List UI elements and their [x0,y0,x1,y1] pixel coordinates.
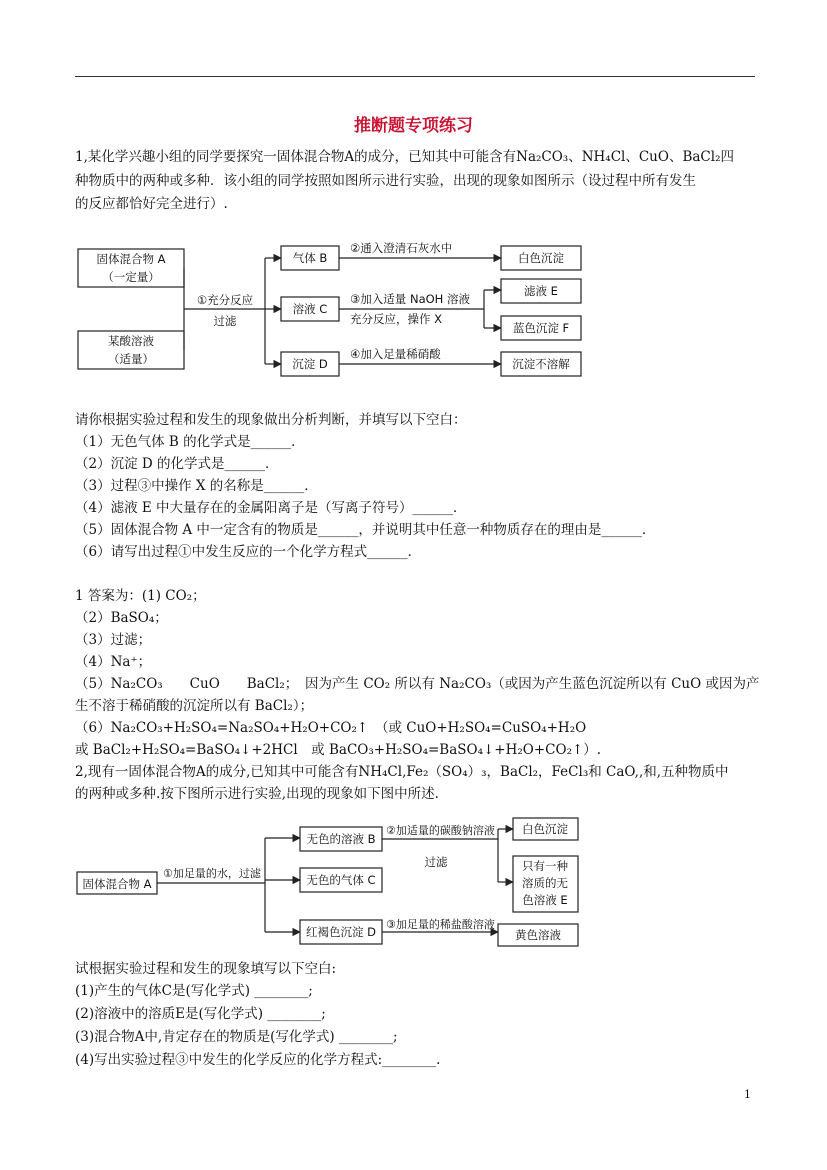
q1-item-3: （3）过程③中操作 X 的名称是______． [75,478,318,494]
q2-text-filter: 过滤 [424,855,448,869]
q2-text-only3: 色溶液 E [522,893,568,907]
q1-prompt: 请你根据实验过程和发生的现象做出分析判断，并填写以下空白： [75,412,467,428]
q1-text-mixture: 固体混合物 A [96,252,166,266]
q1-text-step4: ④加入足量稀硝酸 [350,347,441,361]
q2-text-step1: ①加足量的水，过滤 [163,867,261,880]
q1-stem-line2: 种物质中的两种或多种．该小组的同学按照如图所示进行实验，出现的现象如图所示（设过程中所有发生 [75,173,696,189]
q1-text-mixture-qty: （一定量） [102,270,160,284]
q1-answer-5: （5）Na₂CO₃ CuO BaCl₂； 因为产生 CO₂ 所以有 Na₂CO₃（或因为产生蓝色沉淀所以有 CuO 或因为产 [75,676,760,692]
q2-item-4: (4)写出实验过程③中发生的化学反应的化学方程式:________. [75,1052,441,1068]
q2-text-step2: ②加适量的碳酸钠溶液 [386,824,495,837]
q2-stem-line2: 的两种或多种.按下图所示进行实验,出现的现象如下图中所述. [75,786,439,802]
q2-text-only1: 只有一种 [522,859,568,873]
q1-answer-4: （4）Na⁺； [75,654,152,670]
q1-answer-5-cont: 生不溶于稀硝酸的沉淀所以有 BaCl₂）； [75,698,314,714]
q1-stem-line1: 1,某化学兴趣小组的同学要探究一固体混合物A的成分，已知其中可能含有Na₂CO₃、NH₄Cl、CuO、BaCl₂四 [75,149,734,165]
q1-text-step3a: ③加入适量 NaOH 溶液 [350,292,470,306]
q1-item-1: （1）无色气体 B 的化学式是______． [75,434,305,450]
q2-text-only2: 溶质的无 [522,876,568,890]
q2-text-solution-b: 无色的溶液 B [306,832,376,846]
q1-answer-3: （3）过滤； [75,632,152,648]
q1-item-2: （2）沉淀 D 的化学式是______． [75,456,279,472]
q2-text-solid: 固体混合物 A [82,877,152,891]
q1-answer-1: 1 答案为：(1) CO₂； [75,588,206,604]
q2-item-3: (3)混合物A中,肯定存在的物质是(写化学式) ________; [75,1029,398,1045]
q1-text-gas: 气体 B [292,251,328,265]
q1-item-4: （4）滤液 E 中大量存在的金属阳离子是（写离子符号）______． [75,500,467,516]
q2-text-yellow: 黄色溶液 [515,928,561,942]
q1-text-insoluble: 沉淀不溶解 [512,357,570,371]
q1-text-solution: 溶液 C [292,302,328,316]
q2-prompt: 试根据实验过程和发生的现象填写以下空白: [75,961,337,977]
q1-text-step2: ②通入澄清石灰水中 [350,241,453,255]
q1-answer-6-cont: 或 BaCl₂+H₂SO₄=BaSO₄↓+2HCl 或 BaCO₃+H₂SO₄=BaSO₄↓+H₂O+CO₂↑）. [75,742,602,758]
q1-text-step3b: 充分反应，操作 X [350,312,443,326]
q1-text-filtrate: 滤液 E [524,284,558,298]
q1-text-blue-precip: 蓝色沉淀 F [512,321,570,335]
q1-text-white-precip: 白色沉淀 [518,251,564,265]
page-title: 推断题专项练习 [354,116,473,136]
q2-text-white: 白色沉淀 [522,822,568,836]
q2-text-step3: ③加足量的稀盐酸溶液 [386,918,495,931]
page-number: 1 [744,1088,751,1101]
q1-text-precip: 沉淀 D [292,357,328,371]
q1-text-step1b: 过滤 [213,314,237,328]
q2-text-precip-d: 红褐色沉淀 D [305,925,377,939]
q1-text-acid: 某酸溶液 [108,334,154,348]
q1-item-5: （5）固体混合物 A 中一定含有的物质是______，并说明其中任意一种物质存在的理由是______． [75,522,656,538]
q2-item-2: (2)溶液中的溶质E是(写化学式) ________; [75,1006,326,1022]
q2-flow-diagram [0,800,827,960]
q1-answer-2: （2）BaSO₄； [75,610,168,626]
q2-stem-line1: 2,现有一固体混合物A的成分,已知其中可能含有NH₄Cl,Fe₂（SO₄）₃，BaCl₂，FeCl₃和 CaO,,和,五种物质中 [75,764,729,780]
q1-answer-6: （6）Na₂CO₃+H₂SO₄=Na₂SO₄+H₂O+CO₂↑ （或 CuO+H₂SO₄=CuSO₄+H₂O [75,720,587,736]
q1-text-step1a: ①充分反应 [196,293,254,307]
q1-text-acid-qty: （适量） [108,352,154,366]
q1-item-6: （6）请写出过程①中发生反应的一个化学方程式______． [75,544,422,560]
q1-flow-diagram [0,0,827,400]
q1-stem-line3: 的反应都恰好完全进行）. [75,196,228,212]
q2-item-1: (1)产生的气体C是(写化学式) ________; [75,983,313,999]
q2-text-gas-c: 无色的气体 C [306,873,376,887]
